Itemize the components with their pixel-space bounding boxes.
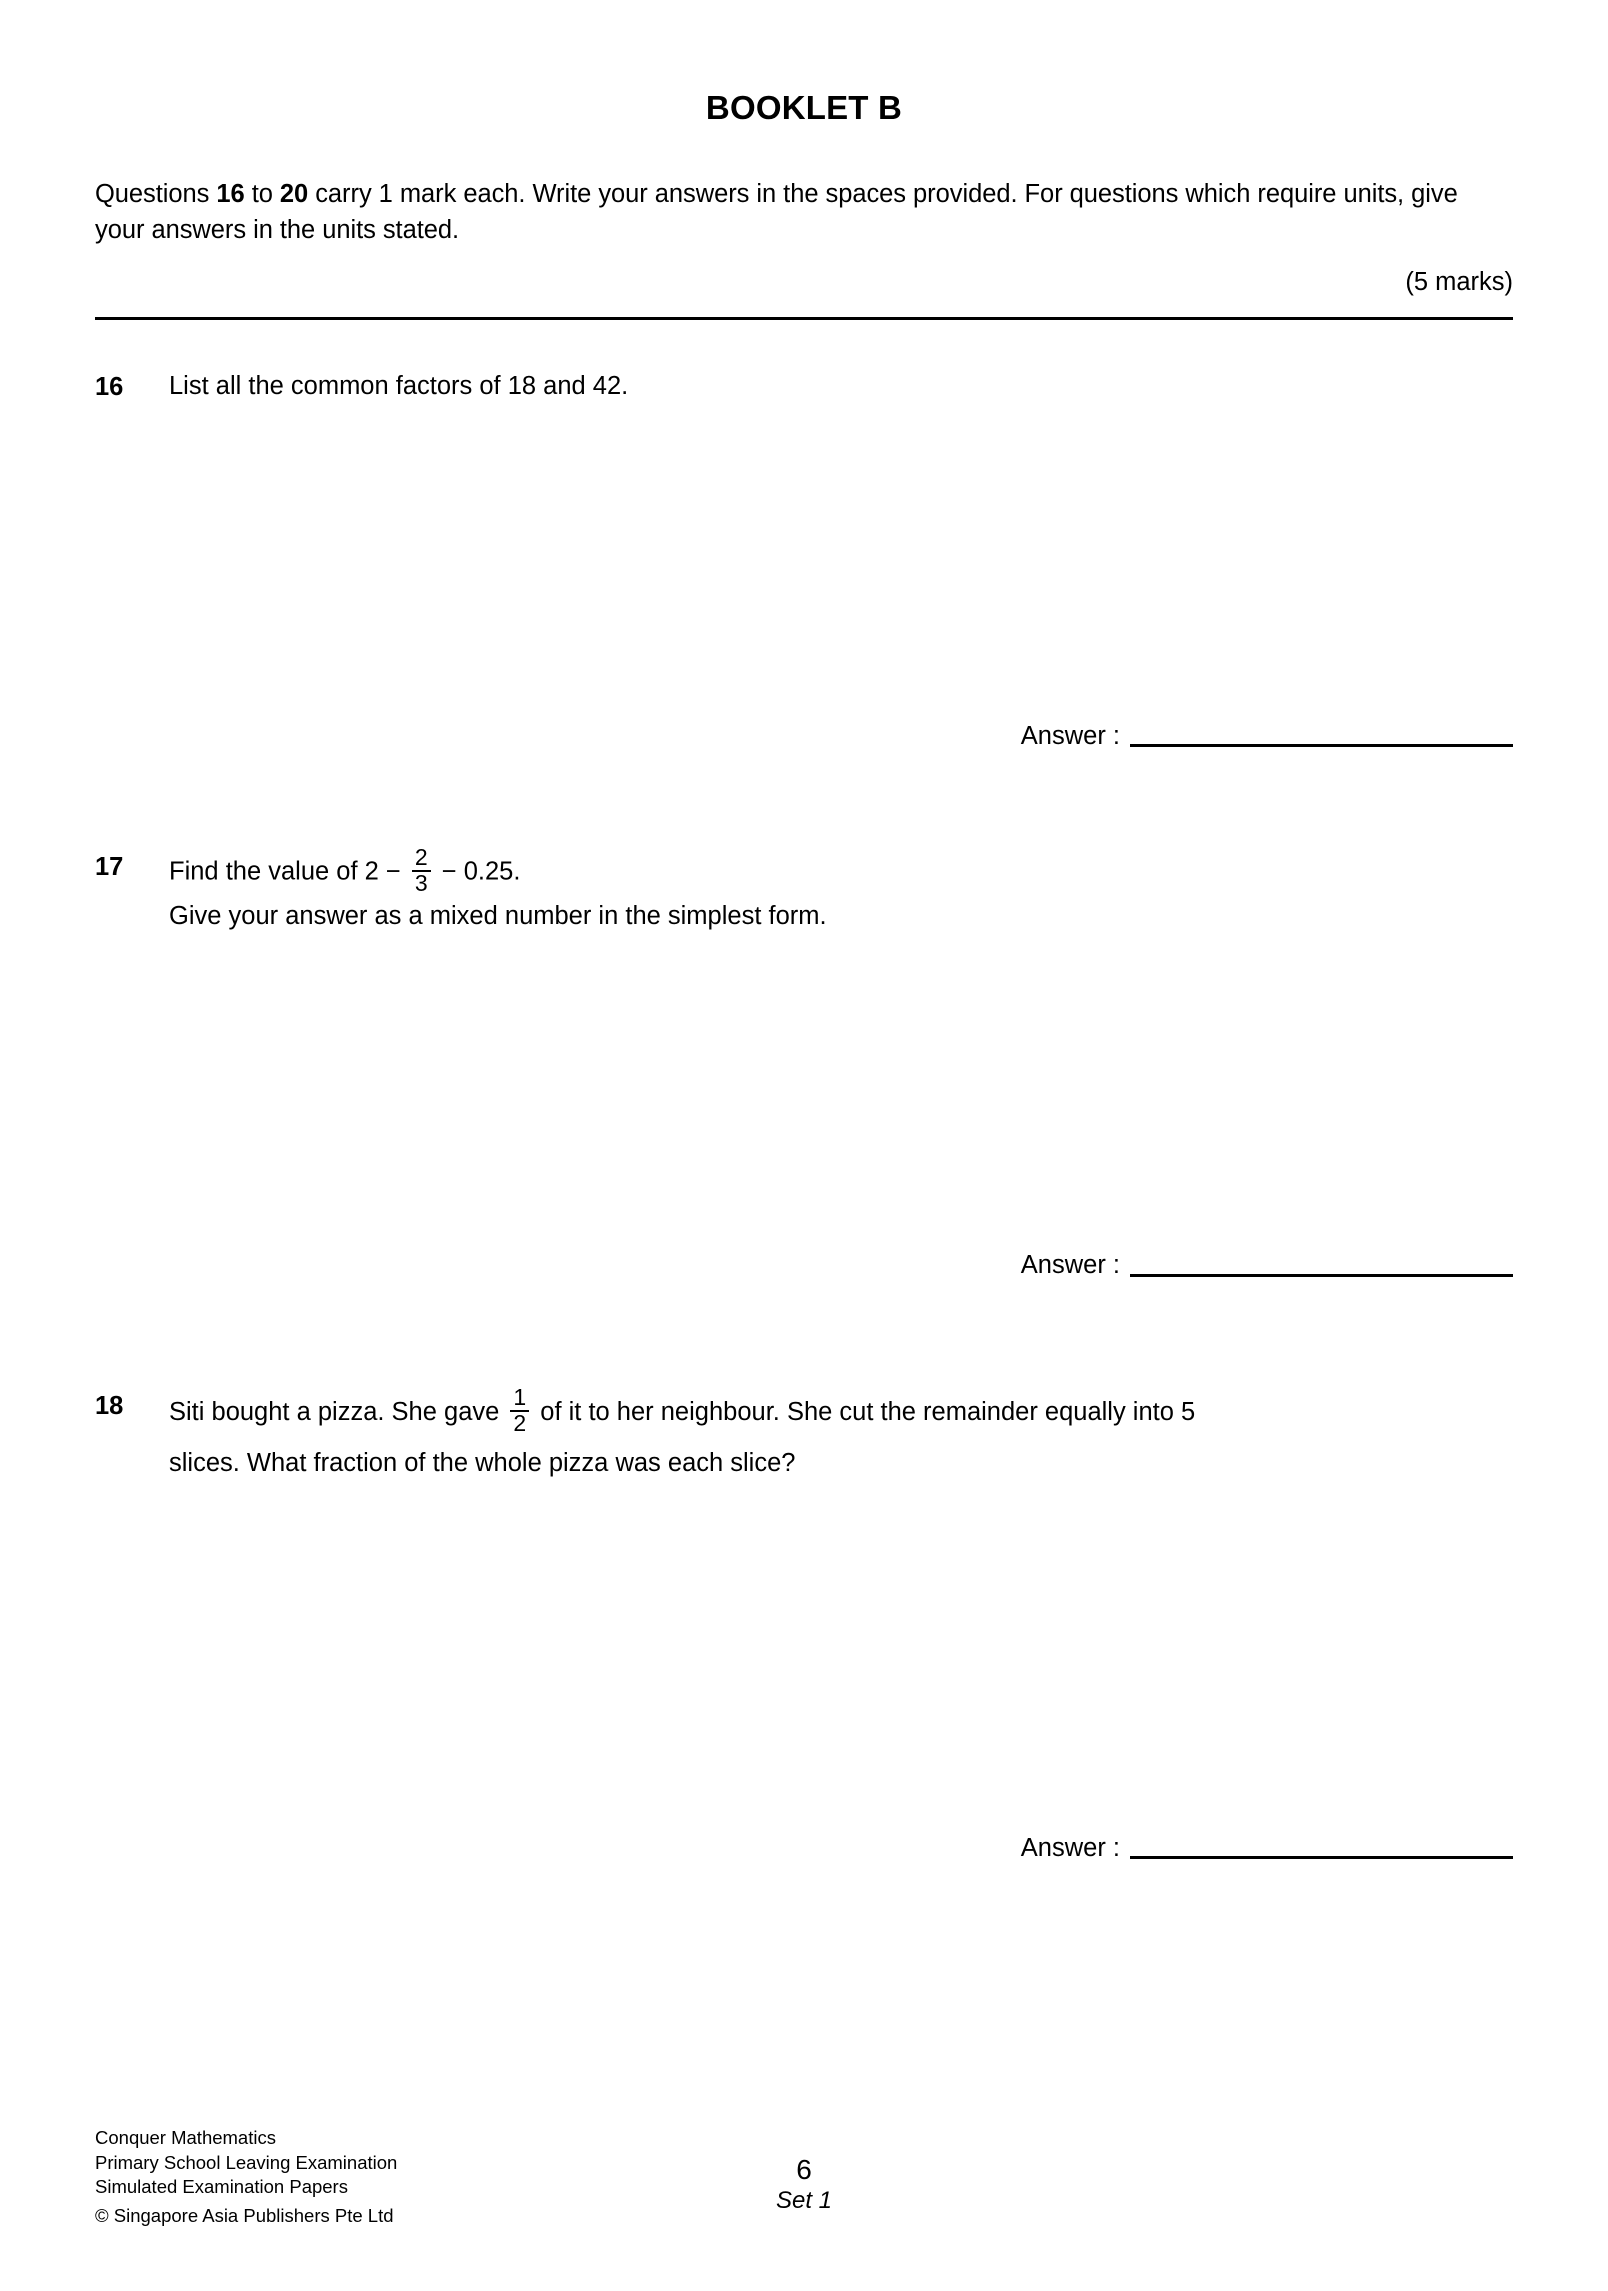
question-18: [95, 1384, 1513, 1489]
footer-line-2: Primary School Leaving Examination: [95, 2151, 398, 2173]
fraction-one-half: [510, 1386, 529, 1436]
question-16-number: 16: [95, 373, 124, 401]
answer-row-18: [95, 1833, 1513, 1864]
question-17-line-2: Give your answer as a mixed number in the simplest form.: [169, 902, 827, 931]
fraction-two-thirds: [412, 846, 431, 896]
footer-line-1: Conquer Mathematics: [95, 2127, 276, 2149]
marks-label: (5 marks): [1405, 268, 1513, 296]
answer-label-17: Answer :: [1020, 1251, 1120, 1280]
footer-page-block: [95, 2152, 1513, 2216]
question-16: [95, 368, 1513, 406]
question-18-line-1: [169, 1384, 1513, 1438]
page-number: 6: [796, 2154, 812, 2186]
booklet-title: BOOKLET B: [705, 89, 903, 126]
fraction-denominator: 2: [510, 1410, 529, 1436]
fraction-denominator: 3: [412, 870, 431, 896]
question-17-number: 17: [95, 853, 124, 882]
answer-row-17: [95, 1253, 1513, 1281]
answer-blank-16[interactable]: [1130, 744, 1513, 747]
instructions-prefix: Questions: [95, 179, 217, 208]
fraction-numerator: 2: [414, 844, 428, 871]
footer-copyright: © Singapore Asia Publishers Pte Ltd: [95, 2204, 394, 2226]
question-17-line-1: [169, 844, 1513, 898]
answer-label-16: Answer :: [1020, 721, 1120, 750]
question-18-line-2: slices. What fraction of the whole pizza was each slice?: [169, 1448, 796, 1477]
question-18-number: 18: [95, 1391, 124, 1420]
question-18-body: [169, 1384, 1513, 1489]
footer-line-3: Simulated Examination Papers: [95, 2176, 348, 2198]
page-content: [95, 0, 1513, 2291]
question-17: [95, 844, 1513, 935]
question-16-line-1: List all the common factors of 18 and 42.: [169, 372, 629, 400]
question-18-text-after: of it to her neighbour. She cut the remainder equally into 5: [533, 1397, 1196, 1426]
question-17-body: [169, 844, 1513, 935]
set-label: Set 1: [775, 2187, 833, 2215]
instructions-paragraph: [95, 176, 1513, 248]
instructions-suffix: carry 1 mark each. Write your answers in the spaces provided. For questions which require units, give your answers in the units stated.: [95, 179, 1458, 244]
answer-blank-17[interactable]: [1130, 1274, 1513, 1277]
question-17-text-before: Find the value of 2 −: [169, 858, 408, 887]
question-16-body: [169, 368, 1513, 405]
page-footer: [95, 2098, 1513, 2228]
fraction-numerator: 1: [513, 1384, 527, 1411]
instructions-from-number: 16: [216, 179, 245, 208]
question-18-text-before: Siti bought a pizza. She gave: [169, 1397, 507, 1426]
answer-label-18: Answer :: [1020, 1833, 1120, 1862]
answer-row-16: [95, 721, 1513, 752]
answer-blank-18[interactable]: [1130, 1856, 1513, 1859]
instructions-mid: to: [244, 179, 280, 208]
question-17-text-after: − 0.25.: [434, 858, 521, 887]
spacer-before-q16: [95, 320, 1513, 368]
instructions-to-number: 20: [279, 179, 309, 208]
